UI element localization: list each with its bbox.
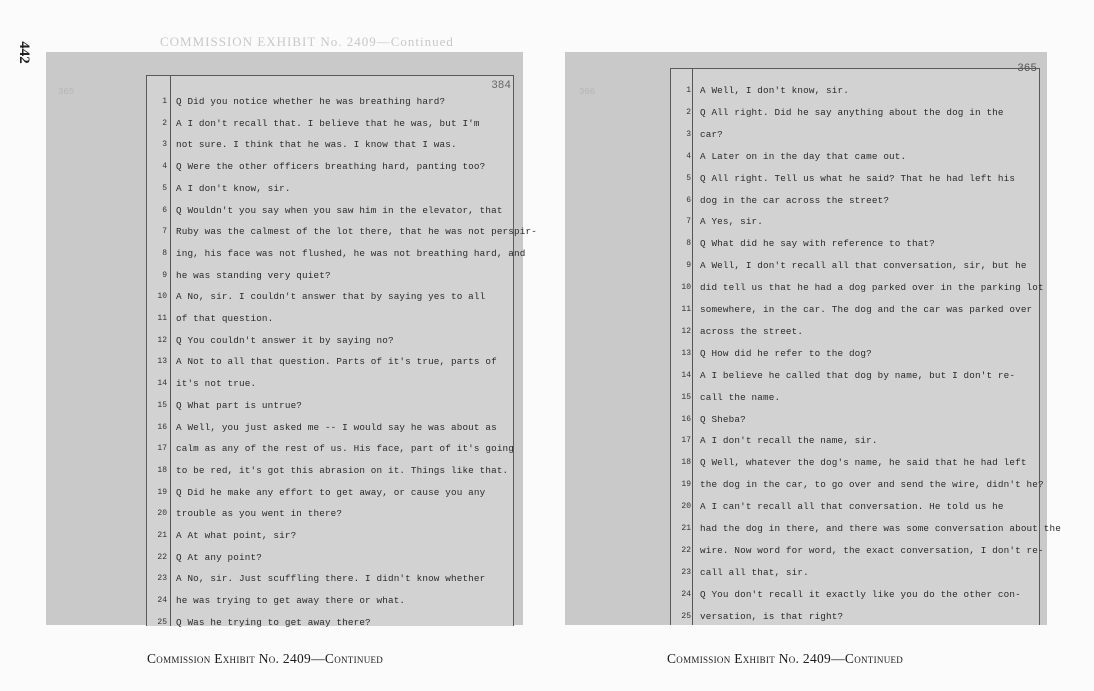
margin-mark: 366 bbox=[579, 87, 596, 97]
line-text: Ruby was the calmest of the lot there, that he was not perspir- bbox=[176, 226, 537, 238]
right-caption: Commission Exhibit No. 2409—Continued bbox=[667, 651, 904, 666]
left-caption: Commission Exhibit No. 2409—Continued bbox=[147, 651, 384, 666]
left-transcript-page bbox=[146, 75, 537, 628]
line-text: he was trying to get away there or what. bbox=[176, 595, 406, 607]
line-number: 22 bbox=[681, 545, 691, 555]
book-page-number: 442 bbox=[15, 41, 32, 64]
line-text: A No, sir. Just scuffling there. I didn't know whether bbox=[176, 573, 486, 585]
line-number: 24 bbox=[681, 589, 691, 599]
page-code: 384 bbox=[491, 80, 511, 92]
line-text: Q What part is untrue? bbox=[176, 399, 303, 411]
line-text: Q All right. Did he say anything about the dog in the bbox=[700, 106, 1004, 118]
line-number: 1 bbox=[686, 86, 691, 95]
line-text: somewhere, in the car. The dog and the car was parked over bbox=[700, 304, 1033, 315]
line-text: Q How did he refer to the dog? bbox=[700, 347, 872, 359]
line-number: 10 bbox=[681, 283, 691, 293]
line-text: Q Did you notice whether he was breathing hard? bbox=[176, 96, 446, 107]
line-number: 24 bbox=[157, 596, 167, 606]
line-text: Q What did he say with reference to that? bbox=[700, 238, 935, 250]
line-text: Q Was he trying to get away there? bbox=[176, 616, 371, 628]
line-number: 23 bbox=[681, 567, 691, 577]
line-number: 16 bbox=[681, 414, 691, 424]
line-number: 18 bbox=[157, 465, 167, 475]
line-text: not sure. I think that he was. I know that I was. bbox=[176, 139, 457, 151]
line-text: A Yes, sir. bbox=[700, 216, 764, 228]
line-text: ing, his face was not flushed, he was not breathing hard, and bbox=[176, 247, 526, 259]
line-number: 4 bbox=[686, 151, 691, 161]
line-text: calm as any of the rest of us. His face, part of it's going bbox=[176, 443, 515, 455]
line-text: car? bbox=[700, 128, 723, 140]
page-code: 365 bbox=[1017, 63, 1037, 75]
margin-mark: 365 bbox=[58, 87, 75, 97]
line-text: Q Were the other officers breathing hard, panting too? bbox=[176, 161, 486, 173]
line-text: he was standing very quiet? bbox=[176, 269, 331, 281]
line-number: 15 bbox=[681, 392, 691, 402]
line-text: did tell us that he had a dog parked over in the parking lot bbox=[700, 282, 1044, 294]
line-number: 23 bbox=[157, 574, 167, 584]
line-number: 21 bbox=[681, 524, 691, 533]
line-number: 11 bbox=[157, 314, 167, 323]
line-number: 3 bbox=[686, 129, 691, 139]
line-number: 9 bbox=[162, 270, 167, 280]
line-number: 20 bbox=[681, 502, 691, 512]
line-number: 8 bbox=[686, 239, 691, 249]
line-text: Q All right. Tell us what he said? That he had left his bbox=[700, 172, 1016, 184]
line-number: 15 bbox=[157, 400, 167, 410]
line-number: 4 bbox=[162, 162, 167, 172]
line-number: 14 bbox=[681, 370, 691, 380]
line-text: A I don't recall that. I believe that he was, but I'm bbox=[176, 117, 480, 129]
line-number: 12 bbox=[157, 335, 167, 345]
line-number: 25 bbox=[681, 611, 691, 621]
line-text: versation, is that right? bbox=[700, 610, 844, 622]
line-number: 20 bbox=[157, 509, 167, 519]
line-text: A I don't recall the name, sir. bbox=[700, 435, 878, 447]
line-number: 7 bbox=[162, 227, 167, 237]
line-text: A I can't recall all that conversation. He told us he bbox=[700, 501, 1004, 513]
line-number: 6 bbox=[162, 205, 167, 215]
line-text: dog in the car across the street? bbox=[700, 194, 890, 206]
line-number: 14 bbox=[157, 379, 167, 389]
line-text: A Well, I don't recall all that conversation, sir, but he bbox=[700, 260, 1027, 272]
line-number: 17 bbox=[681, 436, 691, 446]
line-number: 9 bbox=[686, 261, 691, 271]
line-text: of that question. bbox=[176, 313, 274, 324]
line-text: call all that, sir. bbox=[700, 566, 809, 578]
line-number: 22 bbox=[157, 552, 167, 562]
line-text: Q You couldn't answer it by saying no? bbox=[176, 334, 394, 346]
line-number: 21 bbox=[157, 531, 167, 540]
line-number: 19 bbox=[157, 487, 167, 497]
line-number: 5 bbox=[686, 173, 691, 183]
line-text: the dog in the car, to go over and send the wire, didn't he? bbox=[700, 479, 1044, 491]
line-text: Q You don't recall it exactly like you do the other con- bbox=[700, 588, 1021, 600]
line-text: A I don't know, sir. bbox=[176, 182, 291, 194]
line-text: had the dog in there, and there was some conversation about the bbox=[700, 523, 1061, 534]
line-text: Q At any point? bbox=[176, 551, 262, 563]
line-text: A Well, I don't know, sir. bbox=[700, 85, 849, 96]
line-text: to be red, it's got this abrasion on it. Things like that. bbox=[176, 464, 509, 476]
left-scan bbox=[46, 52, 537, 628]
line-text: A I believe he called that dog by name, but I don't re- bbox=[700, 369, 1016, 381]
line-text: A Later on in the day that came out. bbox=[700, 150, 907, 162]
line-number-rule bbox=[170, 76, 171, 626]
line-number: 2 bbox=[162, 118, 167, 128]
line-text: A Well, you just asked me -- I would say he was about as bbox=[176, 421, 497, 433]
line-text: Q Wouldn't you say when you saw him in the elevator, that bbox=[176, 204, 503, 216]
line-text: Q Did he make any effort to get away, or cause you any bbox=[176, 486, 486, 498]
line-number: 2 bbox=[686, 107, 691, 117]
line-text: A Not to all that question. Parts of it's true, parts of bbox=[176, 356, 497, 368]
line-text: Q Sheba? bbox=[700, 413, 746, 425]
line-number: 13 bbox=[157, 357, 167, 367]
line-number: 3 bbox=[162, 140, 167, 150]
line-number: 7 bbox=[686, 217, 691, 227]
right-scan bbox=[565, 52, 1061, 625]
right-transcript-page bbox=[670, 63, 1061, 625]
line-number: 8 bbox=[162, 248, 167, 258]
line-text: wire. Now word for word, the exact conversation, I don't re- bbox=[700, 544, 1044, 556]
line-text: A No, sir. I couldn't answer that by saying yes to all bbox=[176, 291, 486, 303]
line-number: 25 bbox=[157, 617, 167, 627]
line-number: 13 bbox=[681, 348, 691, 358]
line-number: 18 bbox=[681, 458, 691, 468]
line-number: 5 bbox=[162, 183, 167, 193]
line-number: 17 bbox=[157, 444, 167, 454]
line-text: Q Well, whatever the dog's name, he said that he had left bbox=[700, 457, 1027, 469]
line-number-rule bbox=[692, 69, 693, 625]
line-number: 6 bbox=[686, 195, 691, 205]
line-text: across the street. bbox=[700, 325, 804, 337]
ghost-header: COMMISSION EXHIBIT No. 2409—Continued bbox=[160, 34, 454, 49]
line-number: 1 bbox=[162, 97, 167, 106]
line-text: trouble as you went in there? bbox=[176, 508, 343, 520]
line-number: 19 bbox=[681, 480, 691, 490]
line-number: 12 bbox=[681, 326, 691, 336]
line-number: 11 bbox=[681, 305, 691, 314]
line-text: it's not true. bbox=[176, 378, 257, 390]
line-number: 16 bbox=[157, 422, 167, 432]
line-text: A At what point, sir? bbox=[176, 530, 297, 541]
line-number: 10 bbox=[157, 292, 167, 302]
line-text: call the name. bbox=[700, 391, 781, 403]
